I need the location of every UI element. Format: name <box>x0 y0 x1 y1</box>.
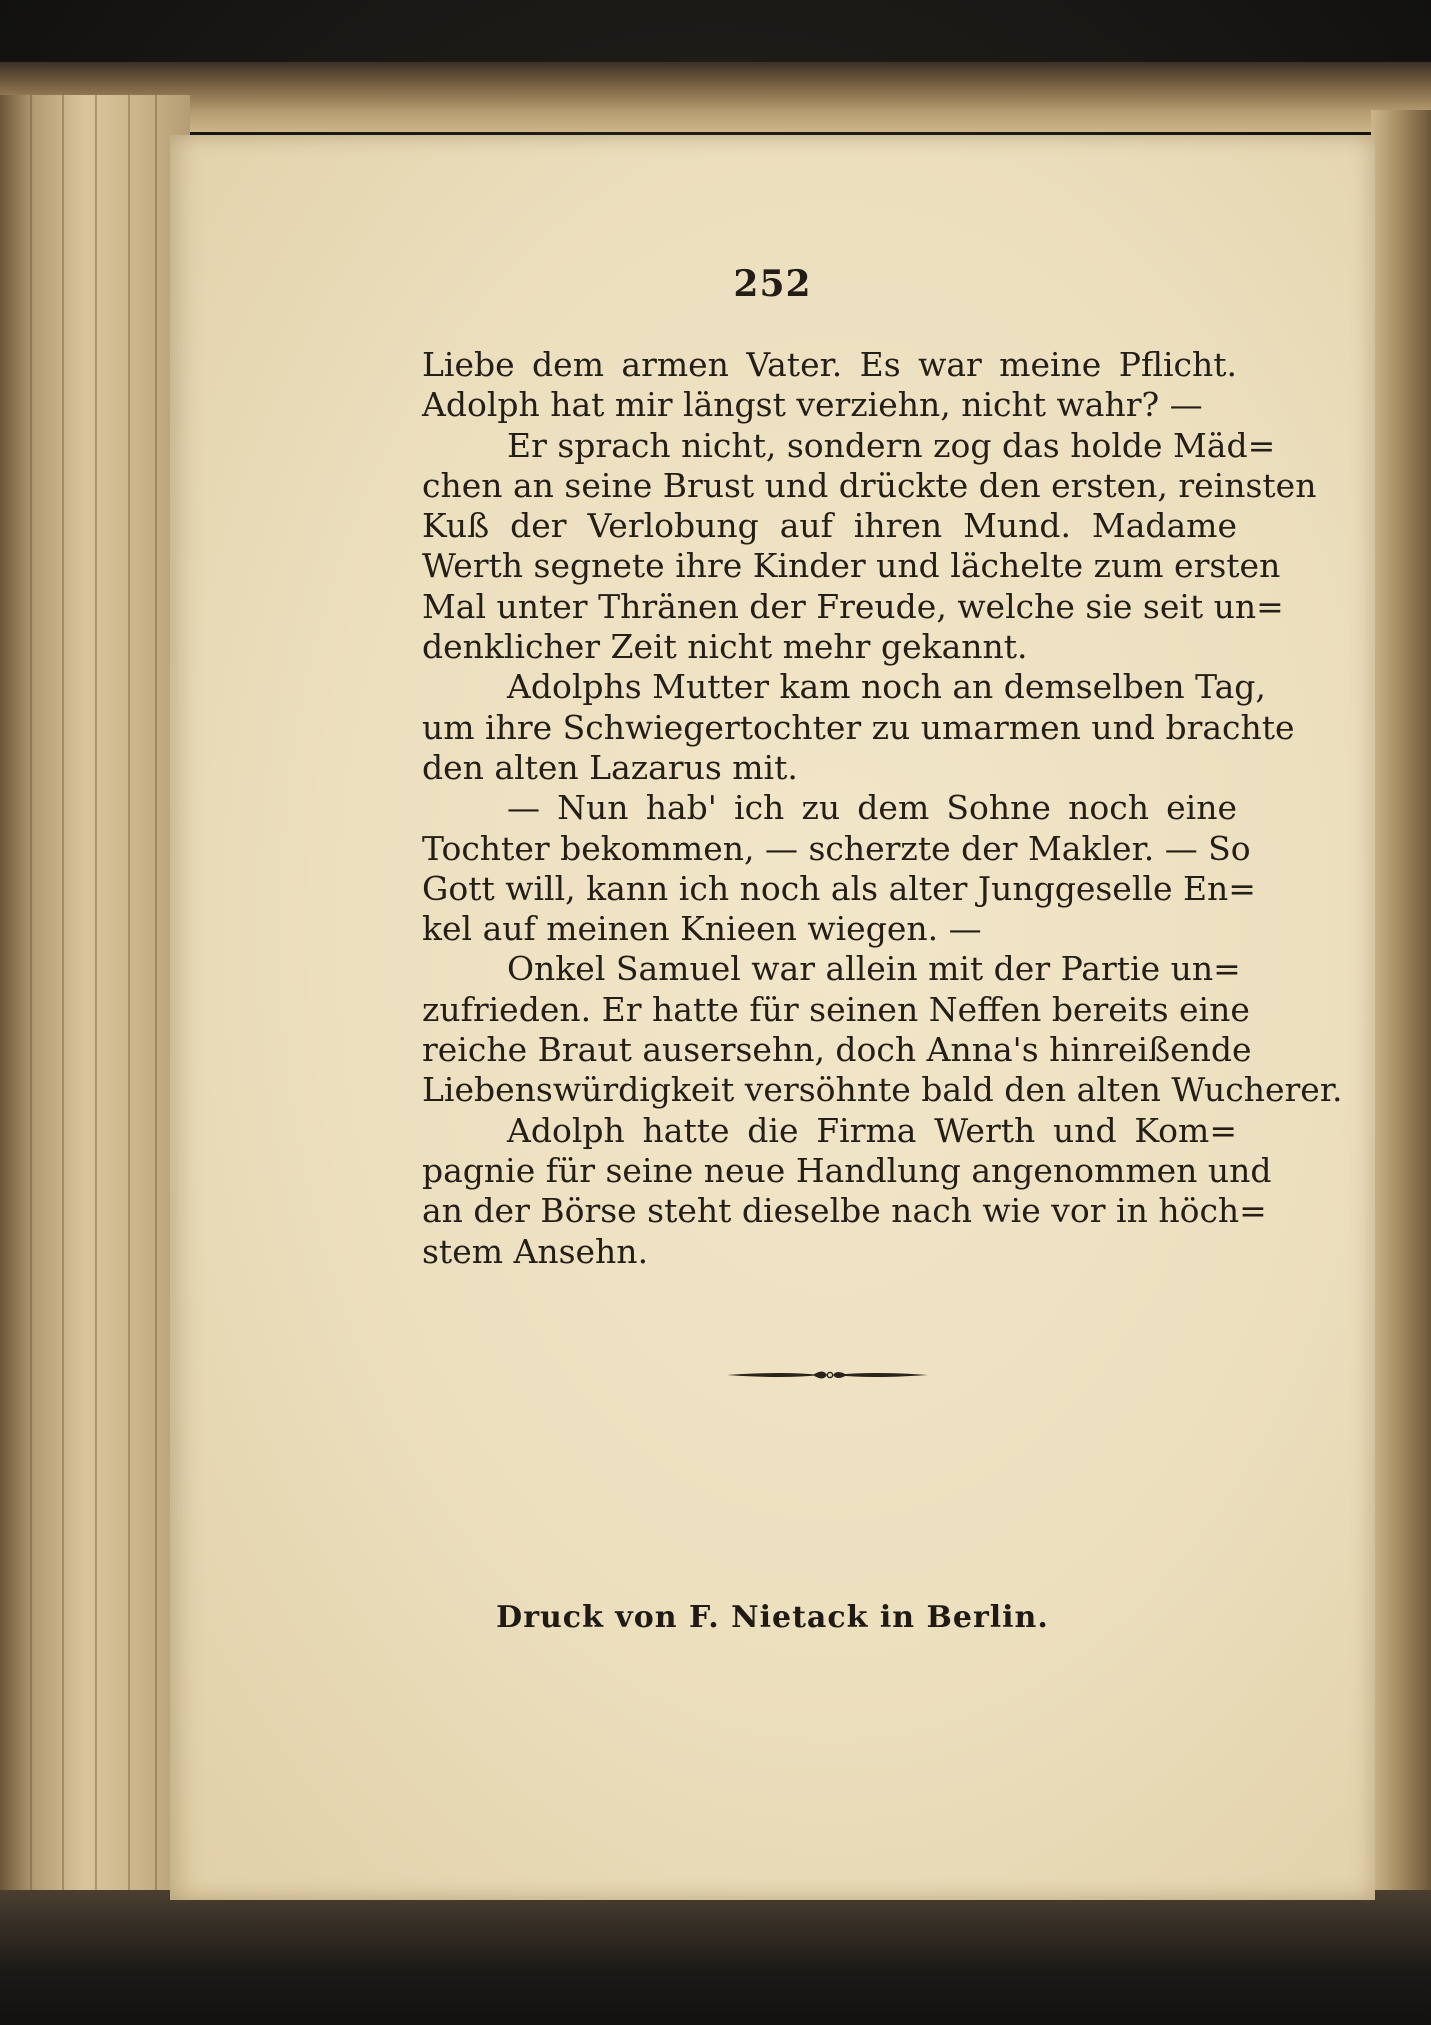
text-line: stem Ansehn. <box>422 1231 649 1271</box>
book-page <box>170 135 1375 1900</box>
printer-imprint: Druck von F. Nietack in Berlin. <box>496 1600 1049 1635</box>
ornament-divider <box>725 1365 930 1385</box>
text-line: Adolph hat mir längst verziehn, nicht wahr? — <box>422 385 1203 425</box>
text-line: Liebe dem armen Vater. Es war meine Pflicht. <box>422 345 1237 384</box>
page-edge-line <box>155 95 157 1905</box>
page-edge-line <box>95 95 97 1905</box>
page-edge-line <box>128 95 130 1905</box>
text-line: chen an seine Brust und drückte den ersten, reinsten <box>422 465 1317 505</box>
text-line: denklicher Zeit nicht mehr gekannt. <box>422 627 1028 667</box>
text-line: kel auf meinen Knieen wiegen. — <box>422 909 982 949</box>
text-line: Tochter bekommen, — scherzte der Makler. — So <box>422 828 1251 868</box>
text-line: Er sprach nicht, sondern zog das holde Mäd= <box>507 425 1276 465</box>
text-line: den alten Lazarus mit. <box>422 747 798 787</box>
text-line: Adolphs Mutter kam noch an demselben Tag, <box>507 667 1266 707</box>
page-edge-line <box>62 95 64 1905</box>
book-top-edge <box>0 62 1431 132</box>
text-line: reiche Braut ausersehn, doch Anna's hinreißende <box>422 1030 1252 1070</box>
book-bottom-shadow <box>0 1890 1431 2025</box>
text-line: an der Börse steht dieselbe nach wie vor in höch= <box>422 1191 1267 1231</box>
text-line: Onkel Samuel war allein mit der Partie un= <box>507 949 1241 989</box>
text-line: Gott will, kann ich noch als alter Junggeselle En= <box>422 868 1256 908</box>
page-edge-line <box>30 95 32 1905</box>
text-line: — Nun hab' ich zu dem Sohne noch eine <box>507 788 1237 828</box>
page-number: 252 <box>733 263 812 305</box>
text-line: zufrieden. Er hatte für seinen Neffen bereits eine <box>422 989 1250 1029</box>
text-line: Liebenswürdigkeit versöhnte bald den alten Wucherer. <box>422 1070 1343 1110</box>
text-line: Kuß der Verlobung auf ihren Mund. Madame <box>422 506 1237 546</box>
book-facing-page-edge <box>1371 110 1431 1910</box>
text-line: Werth segnete ihre Kinder und lächelte zum ersten <box>422 546 1281 586</box>
book-page-block-left <box>0 95 190 1905</box>
text-line: pagnie für seine neue Handlung angenommen und <box>422 1150 1272 1190</box>
text-line: um ihre Schwiegertochter zu umarmen und brachte <box>422 707 1295 747</box>
text-line: Adolph hatte die Firma Werth und Kom= <box>507 1110 1237 1150</box>
text-line: Mal unter Thränen der Freude, welche sie seit un= <box>422 586 1284 626</box>
body-text <box>422 345 1343 1272</box>
